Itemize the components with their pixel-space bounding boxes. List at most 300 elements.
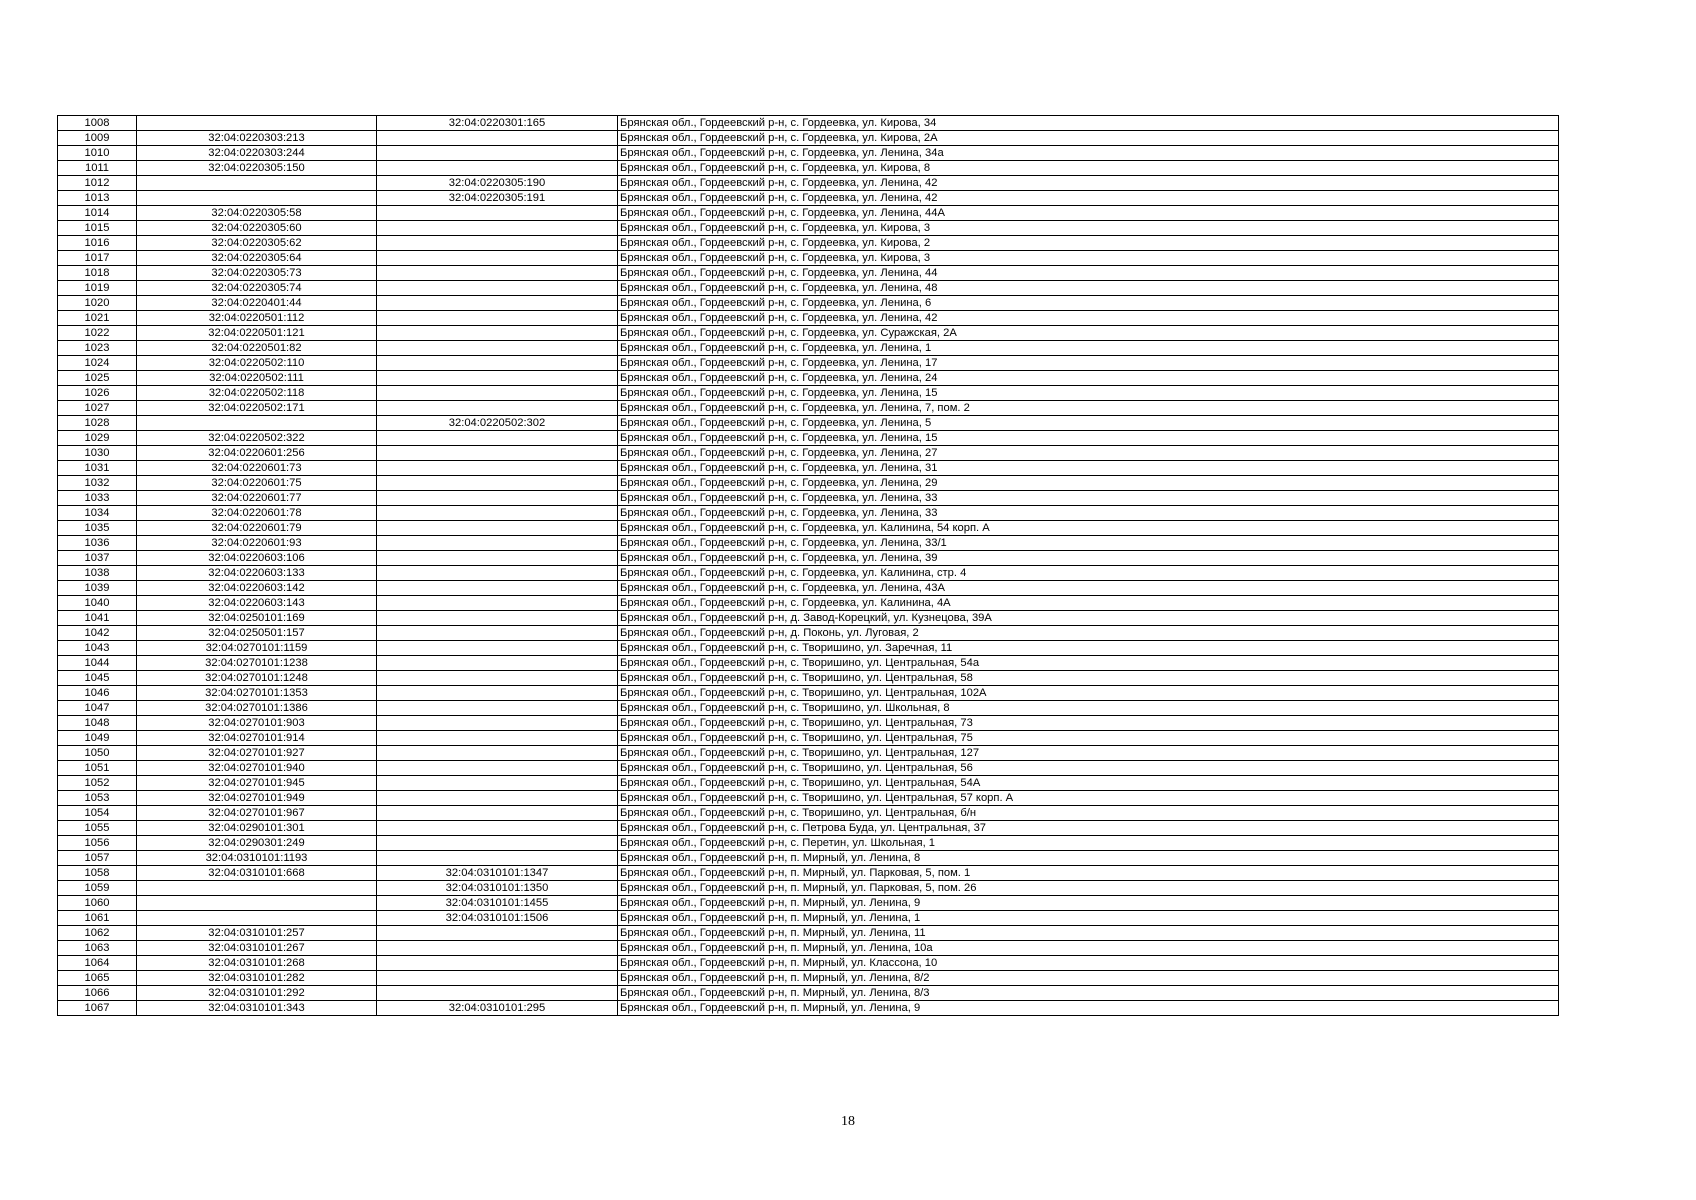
cadastral-number-cell: 32:04:0310101:267	[137, 941, 377, 956]
related-cadastral-number-cell: 32:04:0310101:1347	[377, 866, 618, 881]
related-cadastral-number-cell	[377, 761, 618, 776]
table-row	[58, 926, 1559, 941]
row-number-cell: 1008	[58, 116, 137, 131]
address-cell: Брянская обл., Гордеевский р-н, с. Гордеевка, ул. Ленина, 34а	[618, 146, 1559, 161]
cadastral-number-cell: 32:04:0220601:256	[137, 446, 377, 461]
address-cell: Брянская обл., Гордеевский р-н, с. Творишино, ул. Центральная, 73	[618, 716, 1559, 731]
related-cadastral-number-cell	[377, 221, 618, 236]
address-cell: Брянская обл., Гордеевский р-н, п. Мирный, ул. Парковая, 5, пом. 26	[618, 881, 1559, 896]
related-cadastral-number-cell	[377, 146, 618, 161]
related-cadastral-number-cell	[377, 851, 618, 866]
related-cadastral-number-cell	[377, 671, 618, 686]
row-number-cell: 1056	[58, 836, 137, 851]
cadastral-number-cell: 32:04:0310101:668	[137, 866, 377, 881]
row-number-cell: 1034	[58, 506, 137, 521]
row-number-cell: 1040	[58, 596, 137, 611]
address-cell: Брянская обл., Гордеевский р-н, с. Гордеевка, ул. Кирова, 3	[618, 221, 1559, 236]
table-row	[58, 431, 1559, 446]
related-cadastral-number-cell	[377, 386, 618, 401]
related-cadastral-number-cell	[377, 161, 618, 176]
address-cell: Брянская обл., Гордеевский р-н, с. Гордеевка, ул. Кирова, 3	[618, 251, 1559, 266]
row-number-cell: 1051	[58, 761, 137, 776]
address-cell: Брянская обл., Гордеевский р-н, п. Мирный, ул. Парковая, 5, пом. 1	[618, 866, 1559, 881]
address-cell: Брянская обл., Гордеевский р-н, п. Мирный, ул. Ленина, 9	[618, 1001, 1559, 1016]
cadastral-number-cell: 32:04:0220502:118	[137, 386, 377, 401]
address-cell: Брянская обл., Гордеевский р-н, с. Гордеевка, ул. Кирова, 8	[618, 161, 1559, 176]
related-cadastral-number-cell	[377, 206, 618, 221]
table-row	[58, 206, 1559, 221]
row-number-cell: 1038	[58, 566, 137, 581]
related-cadastral-number-cell	[377, 491, 618, 506]
address-cell: Брянская обл., Гордеевский р-н, с. Творишино, ул. Центральная, 58	[618, 671, 1559, 686]
table-row	[58, 851, 1559, 866]
row-number-cell: 1031	[58, 461, 137, 476]
table-row	[58, 1001, 1559, 1016]
cadastral-number-cell: 32:04:0250101:169	[137, 611, 377, 626]
address-cell: Брянская обл., Гордеевский р-н, с. Гордеевка, ул. Ленина, 31	[618, 461, 1559, 476]
row-number-cell: 1058	[58, 866, 137, 881]
address-cell: Брянская обл., Гордеевский р-н, с. Творишино, ул. Центральная, б/н	[618, 806, 1559, 821]
address-cell: Брянская обл., Гордеевский р-н, п. Мирный, ул. Классона, 10	[618, 956, 1559, 971]
cadastral-number-cell: 32:04:0290301:249	[137, 836, 377, 851]
related-cadastral-number-cell	[377, 266, 618, 281]
cadastral-number-cell	[137, 116, 377, 131]
related-cadastral-number-cell	[377, 821, 618, 836]
row-number-cell: 1025	[58, 371, 137, 386]
related-cadastral-number-cell	[377, 986, 618, 1001]
table-row	[58, 941, 1559, 956]
table-row	[58, 656, 1559, 671]
row-number-cell: 1020	[58, 296, 137, 311]
property-register-table	[57, 115, 1559, 1016]
cadastral-number-cell: 32:04:0220305:58	[137, 206, 377, 221]
row-number-cell: 1044	[58, 656, 137, 671]
related-cadastral-number-cell	[377, 461, 618, 476]
related-cadastral-number-cell	[377, 701, 618, 716]
table-row	[58, 446, 1559, 461]
table-row	[58, 461, 1559, 476]
cadastral-number-cell: 32:04:0270101:1159	[137, 641, 377, 656]
address-cell: Брянская обл., Гордеевский р-н, с. Гордеевка, ул. Калинина, 54 корп. А	[618, 521, 1559, 536]
table-row	[58, 986, 1559, 1001]
cadastral-number-cell: 32:04:0270101:945	[137, 776, 377, 791]
row-number-cell: 1022	[58, 326, 137, 341]
cadastral-number-cell: 32:04:0220601:79	[137, 521, 377, 536]
related-cadastral-number-cell	[377, 941, 618, 956]
row-number-cell: 1036	[58, 536, 137, 551]
table-row	[58, 686, 1559, 701]
cadastral-number-cell: 32:04:0220603:133	[137, 566, 377, 581]
address-cell: Брянская обл., Гордеевский р-н, с. Творишино, ул. Центральная, 54а	[618, 656, 1559, 671]
address-cell: Брянская обл., Гордеевский р-н, с. Гордеевка, ул. Ленина, 7, пом. 2	[618, 401, 1559, 416]
table-row	[58, 866, 1559, 881]
row-number-cell: 1012	[58, 176, 137, 191]
row-number-cell: 1024	[58, 356, 137, 371]
cadastral-number-cell: 32:04:0270101:967	[137, 806, 377, 821]
cadastral-number-cell: 32:04:0310101:282	[137, 971, 377, 986]
cadastral-number-cell: 32:04:0270101:949	[137, 791, 377, 806]
table-row	[58, 776, 1559, 791]
row-number-cell: 1059	[58, 881, 137, 896]
address-cell: Брянская обл., Гордеевский р-н, с. Гордеевка, ул. Ленина, 33	[618, 506, 1559, 521]
address-cell: Брянская обл., Гордеевский р-н, с. Гордеевка, ул. Ленина, 15	[618, 431, 1559, 446]
cadastral-number-cell: 32:04:0270101:1353	[137, 686, 377, 701]
row-number-cell: 1055	[58, 821, 137, 836]
table-row	[58, 281, 1559, 296]
row-number-cell: 1011	[58, 161, 137, 176]
cadastral-number-cell: 32:04:0310101:343	[137, 1001, 377, 1016]
table-row	[58, 731, 1559, 746]
related-cadastral-number-cell	[377, 536, 618, 551]
table-row	[58, 911, 1559, 926]
cadastral-number-cell: 32:04:0220501:82	[137, 341, 377, 356]
related-cadastral-number-cell	[377, 776, 618, 791]
table-row	[58, 176, 1559, 191]
row-number-cell: 1039	[58, 581, 137, 596]
table-row	[58, 596, 1559, 611]
related-cadastral-number-cell	[377, 356, 618, 371]
related-cadastral-number-cell	[377, 341, 618, 356]
row-number-cell: 1064	[58, 956, 137, 971]
row-number-cell: 1041	[58, 611, 137, 626]
cadastral-number-cell: 32:04:0270101:927	[137, 746, 377, 761]
cadastral-number-cell: 32:04:0290101:301	[137, 821, 377, 836]
related-cadastral-number-cell	[377, 521, 618, 536]
address-cell: Брянская обл., Гордеевский р-н, с. Гордеевка, ул. Ленина, 42	[618, 176, 1559, 191]
table-row	[58, 641, 1559, 656]
row-number-cell: 1037	[58, 551, 137, 566]
address-cell: Брянская обл., Гордеевский р-н, п. Мирный, ул. Ленина, 11	[618, 926, 1559, 941]
cadastral-number-cell: 32:04:0220303:213	[137, 131, 377, 146]
related-cadastral-number-cell	[377, 641, 618, 656]
address-cell: Брянская обл., Гордеевский р-н, п. Мирный, ул. Ленина, 8/2	[618, 971, 1559, 986]
address-cell: Брянская обл., Гордеевский р-н, с. Гордеевка, ул. Ленина, 44	[618, 266, 1559, 281]
table-row	[58, 761, 1559, 776]
row-number-cell: 1030	[58, 446, 137, 461]
related-cadastral-number-cell	[377, 836, 618, 851]
table-row	[58, 191, 1559, 206]
address-cell: Брянская обл., Гордеевский р-н, с. Гордеевка, ул. Ленина, 24	[618, 371, 1559, 386]
address-cell: Брянская обл., Гордеевский р-н, с. Творишино, ул. Центральная, 56	[618, 761, 1559, 776]
table-row	[58, 716, 1559, 731]
row-number-cell: 1014	[58, 206, 137, 221]
related-cadastral-number-cell: 32:04:0220301:165	[377, 116, 618, 131]
row-number-cell: 1045	[58, 671, 137, 686]
address-cell: Брянская обл., Гордеевский р-н, с. Гордеевка, ул. Ленина, 42	[618, 191, 1559, 206]
table-row	[58, 536, 1559, 551]
cadastral-number-cell: 32:04:0310101:257	[137, 926, 377, 941]
related-cadastral-number-cell	[377, 716, 618, 731]
related-cadastral-number-cell	[377, 686, 618, 701]
row-number-cell: 1057	[58, 851, 137, 866]
table-row	[58, 116, 1559, 131]
table-row	[58, 356, 1559, 371]
cadastral-number-cell: 32:04:0220305:73	[137, 266, 377, 281]
address-cell: Брянская обл., Гордеевский р-н, с. Творишино, ул. Центральная, 54А	[618, 776, 1559, 791]
row-number-cell: 1019	[58, 281, 137, 296]
row-number-cell: 1043	[58, 641, 137, 656]
cadastral-number-cell: 32:04:0310101:1193	[137, 851, 377, 866]
table-row	[58, 701, 1559, 716]
cadastral-number-cell: 32:04:0220601:77	[137, 491, 377, 506]
address-cell: Брянская обл., Гордеевский р-н, п. Мирный, ул. Ленина, 8	[618, 851, 1559, 866]
table-row	[58, 566, 1559, 581]
related-cadastral-number-cell	[377, 476, 618, 491]
table-row	[58, 581, 1559, 596]
address-cell: Брянская обл., Гордеевский р-н, с. Творишино, ул. Центральная, 102А	[618, 686, 1559, 701]
cadastral-number-cell: 32:04:0220601:73	[137, 461, 377, 476]
related-cadastral-number-cell	[377, 746, 618, 761]
table-row	[58, 146, 1559, 161]
related-cadastral-number-cell	[377, 311, 618, 326]
cadastral-number-cell: 32:04:0220305:60	[137, 221, 377, 236]
related-cadastral-number-cell	[377, 551, 618, 566]
related-cadastral-number-cell	[377, 281, 618, 296]
cadastral-number-cell: 32:04:0220502:111	[137, 371, 377, 386]
related-cadastral-number-cell	[377, 236, 618, 251]
related-cadastral-number-cell	[377, 251, 618, 266]
address-cell: Брянская обл., Гордеевский р-н, с. Перетин, ул. Школьная, 1	[618, 836, 1559, 851]
related-cadastral-number-cell	[377, 731, 618, 746]
row-number-cell: 1009	[58, 131, 137, 146]
address-cell: Брянская обл., Гордеевский р-н, с. Гордеевка, ул. Ленина, 48	[618, 281, 1559, 296]
table-row	[58, 131, 1559, 146]
related-cadastral-number-cell	[377, 326, 618, 341]
related-cadastral-number-cell	[377, 971, 618, 986]
related-cadastral-number-cell	[377, 611, 618, 626]
address-cell: Брянская обл., Гордеевский р-н, с. Гордеевка, ул. Калинина, 4А	[618, 596, 1559, 611]
address-cell: Брянская обл., Гордеевский р-н, п. Мирный, ул. Ленина, 10а	[618, 941, 1559, 956]
cadastral-number-cell: 32:04:0220603:142	[137, 581, 377, 596]
row-number-cell: 1028	[58, 416, 137, 431]
related-cadastral-number-cell	[377, 566, 618, 581]
related-cadastral-number-cell: 32:04:0220305:191	[377, 191, 618, 206]
table-row	[58, 611, 1559, 626]
related-cadastral-number-cell	[377, 446, 618, 461]
table-row	[58, 521, 1559, 536]
cadastral-number-cell: 32:04:0220305:150	[137, 161, 377, 176]
address-cell: Брянская обл., Гордеевский р-н, с. Творишино, ул. Центральная, 57 корп. А	[618, 791, 1559, 806]
cadastral-number-cell: 32:04:0270101:914	[137, 731, 377, 746]
address-cell: Брянская обл., Гордеевский р-н, с. Гордеевка, ул. Ленина, 44А	[618, 206, 1559, 221]
row-number-cell: 1027	[58, 401, 137, 416]
address-cell: Брянская обл., Гордеевский р-н, с. Гордеевка, ул. Ленина, 27	[618, 446, 1559, 461]
cadastral-number-cell: 32:04:0270101:903	[137, 716, 377, 731]
cadastral-number-cell: 32:04:0310101:292	[137, 986, 377, 1001]
table-row	[58, 371, 1559, 386]
row-number-cell: 1046	[58, 686, 137, 701]
related-cadastral-number-cell: 32:04:0310101:1506	[377, 911, 618, 926]
related-cadastral-number-cell: 32:04:0220305:190	[377, 176, 618, 191]
cadastral-number-cell	[137, 881, 377, 896]
address-cell: Брянская обл., Гордеевский р-н, с. Творишино, ул. Центральная, 127	[618, 746, 1559, 761]
address-cell: Брянская обл., Гордеевский р-н, с. Творишино, ул. Заречная, 11	[618, 641, 1559, 656]
row-number-cell: 1032	[58, 476, 137, 491]
table-row	[58, 626, 1559, 641]
address-cell: Брянская обл., Гордеевский р-н, с. Гордеевка, ул. Кирова, 2	[618, 236, 1559, 251]
row-number-cell: 1062	[58, 926, 137, 941]
page-number: 18	[841, 1114, 855, 1129]
address-cell: Брянская обл., Гордеевский р-н, с. Гордеевка, ул. Ленина, 29	[618, 476, 1559, 491]
table-row	[58, 236, 1559, 251]
related-cadastral-number-cell	[377, 296, 618, 311]
cadastral-number-cell: 32:04:0220305:64	[137, 251, 377, 266]
address-cell: Брянская обл., Гордеевский р-н, с. Гордеевка, ул. Ленина, 15	[618, 386, 1559, 401]
register-table-body	[58, 116, 1559, 1016]
cadastral-number-cell	[137, 896, 377, 911]
table-row	[58, 956, 1559, 971]
related-cadastral-number-cell	[377, 401, 618, 416]
related-cadastral-number-cell: 32:04:0310101:1455	[377, 896, 618, 911]
cadastral-number-cell: 32:04:0220601:75	[137, 476, 377, 491]
table-row	[58, 506, 1559, 521]
row-number-cell: 1060	[58, 896, 137, 911]
row-number-cell: 1017	[58, 251, 137, 266]
table-row	[58, 836, 1559, 851]
row-number-cell: 1033	[58, 491, 137, 506]
cadastral-number-cell: 32:04:0220401:44	[137, 296, 377, 311]
row-number-cell: 1049	[58, 731, 137, 746]
cadastral-number-cell	[137, 191, 377, 206]
related-cadastral-number-cell	[377, 506, 618, 521]
table-row	[58, 971, 1559, 986]
address-cell: Брянская обл., Гордеевский р-н, с. Творишино, ул. Центральная, 75	[618, 731, 1559, 746]
related-cadastral-number-cell	[377, 626, 618, 641]
table-row	[58, 491, 1559, 506]
related-cadastral-number-cell	[377, 956, 618, 971]
table-row	[58, 551, 1559, 566]
row-number-cell: 1023	[58, 341, 137, 356]
address-cell: Брянская обл., Гордеевский р-н, с. Гордеевка, ул. Ленина, 5	[618, 416, 1559, 431]
row-number-cell: 1047	[58, 701, 137, 716]
cadastral-number-cell: 32:04:0270101:1238	[137, 656, 377, 671]
related-cadastral-number-cell	[377, 791, 618, 806]
table-row	[58, 671, 1559, 686]
address-cell: Брянская обл., Гордеевский р-н, с. Гордеевка, ул. Ленина, 33/1	[618, 536, 1559, 551]
address-cell: Брянская обл., Гордеевский р-н, с. Гордеевка, ул. Кирова, 34	[618, 116, 1559, 131]
cadastral-number-cell: 32:04:0220305:62	[137, 236, 377, 251]
table-row	[58, 266, 1559, 281]
table-row	[58, 386, 1559, 401]
cadastral-number-cell: 32:04:0250501:157	[137, 626, 377, 641]
address-cell: Брянская обл., Гордеевский р-н, с. Гордеевка, ул. Ленина, 1	[618, 341, 1559, 356]
address-cell: Брянская обл., Гордеевский р-н, с. Гордеевка, ул. Ленина, 33	[618, 491, 1559, 506]
cadastral-number-cell	[137, 176, 377, 191]
related-cadastral-number-cell: 32:04:0310101:295	[377, 1001, 618, 1016]
address-cell: Брянская обл., Гордеевский р-н, с. Гордеевка, ул. Ленина, 6	[618, 296, 1559, 311]
table-row	[58, 251, 1559, 266]
cadastral-number-cell: 32:04:0270101:940	[137, 761, 377, 776]
related-cadastral-number-cell	[377, 926, 618, 941]
address-cell: Брянская обл., Гордеевский р-н, д. Поконь, ул. Луговая, 2	[618, 626, 1559, 641]
row-number-cell: 1065	[58, 971, 137, 986]
address-cell: Брянская обл., Гордеевский р-н, с. Гордеевка, ул. Ленина, 42	[618, 311, 1559, 326]
address-cell: Брянская обл., Гордеевский р-н, с. Гордеевка, ул. Ленина, 39	[618, 551, 1559, 566]
row-number-cell: 1013	[58, 191, 137, 206]
row-number-cell: 1035	[58, 521, 137, 536]
cadastral-number-cell	[137, 911, 377, 926]
address-cell: Брянская обл., Гордеевский р-н, п. Мирный, ул. Ленина, 9	[618, 896, 1559, 911]
address-cell: Брянская обл., Гордеевский р-н, д. Завод-Корецкий, ул. Кузнецова, 39А	[618, 611, 1559, 626]
row-number-cell: 1029	[58, 431, 137, 446]
row-number-cell: 1050	[58, 746, 137, 761]
cadastral-number-cell: 32:04:0220502:110	[137, 356, 377, 371]
row-number-cell: 1054	[58, 806, 137, 821]
row-number-cell: 1016	[58, 236, 137, 251]
cadastral-number-cell: 32:04:0270101:1386	[137, 701, 377, 716]
table-row	[58, 161, 1559, 176]
row-number-cell: 1010	[58, 146, 137, 161]
address-cell: Брянская обл., Гордеевский р-н, с. Петрова Буда, ул. Центральная, 37	[618, 821, 1559, 836]
cadastral-number-cell: 32:04:0220502:171	[137, 401, 377, 416]
table-row	[58, 401, 1559, 416]
row-number-cell: 1026	[58, 386, 137, 401]
table-row	[58, 311, 1559, 326]
row-number-cell: 1066	[58, 986, 137, 1001]
address-cell: Брянская обл., Гордеевский р-н, с. Гордеевка, ул. Ленина, 17	[618, 356, 1559, 371]
cadastral-number-cell: 32:04:0220501:121	[137, 326, 377, 341]
related-cadastral-number-cell	[377, 596, 618, 611]
address-cell: Брянская обл., Гордеевский р-н, с. Гордеевка, ул. Ленина, 43А	[618, 581, 1559, 596]
related-cadastral-number-cell: 32:04:0310101:1350	[377, 881, 618, 896]
row-number-cell: 1053	[58, 791, 137, 806]
address-cell: Брянская обл., Гордеевский р-н, с. Гордеевка, ул. Суражская, 2А	[618, 326, 1559, 341]
table-row	[58, 746, 1559, 761]
cadastral-number-cell: 32:04:0270101:1248	[137, 671, 377, 686]
related-cadastral-number-cell: 32:04:0220502:302	[377, 416, 618, 431]
row-number-cell: 1061	[58, 911, 137, 926]
cadastral-number-cell: 32:04:0220501:112	[137, 311, 377, 326]
row-number-cell: 1015	[58, 221, 137, 236]
cadastral-number-cell: 32:04:0220601:93	[137, 536, 377, 551]
row-number-cell: 1018	[58, 266, 137, 281]
related-cadastral-number-cell	[377, 656, 618, 671]
cadastral-number-cell: 32:04:0220601:78	[137, 506, 377, 521]
table-row	[58, 476, 1559, 491]
address-cell: Брянская обл., Гордеевский р-н, с. Гордеевка, ул. Калинина, стр. 4	[618, 566, 1559, 581]
address-cell: Брянская обл., Гордеевский р-н, п. Мирный, ул. Ленина, 8/3	[618, 986, 1559, 1001]
cadastral-number-cell: 32:04:0220502:322	[137, 431, 377, 446]
table-row	[58, 896, 1559, 911]
related-cadastral-number-cell	[377, 581, 618, 596]
cadastral-number-cell: 32:04:0220303:244	[137, 146, 377, 161]
table-row	[58, 296, 1559, 311]
row-number-cell: 1048	[58, 716, 137, 731]
table-row	[58, 821, 1559, 836]
row-number-cell: 1042	[58, 626, 137, 641]
cadastral-number-cell: 32:04:0220305:74	[137, 281, 377, 296]
table-row	[58, 881, 1559, 896]
table-row	[58, 416, 1559, 431]
cadastral-number-cell: 32:04:0310101:268	[137, 956, 377, 971]
related-cadastral-number-cell	[377, 431, 618, 446]
row-number-cell: 1021	[58, 311, 137, 326]
row-number-cell: 1063	[58, 941, 137, 956]
address-cell: Брянская обл., Гордеевский р-н, п. Мирный, ул. Ленина, 1	[618, 911, 1559, 926]
table-row	[58, 221, 1559, 236]
table-row	[58, 806, 1559, 821]
related-cadastral-number-cell	[377, 806, 618, 821]
row-number-cell: 1052	[58, 776, 137, 791]
address-cell: Брянская обл., Гордеевский р-н, с. Творишино, ул. Школьная, 8	[618, 701, 1559, 716]
table-row	[58, 341, 1559, 356]
row-number-cell: 1067	[58, 1001, 137, 1016]
related-cadastral-number-cell	[377, 371, 618, 386]
address-cell: Брянская обл., Гордеевский р-н, с. Гордеевка, ул. Кирова, 2А	[618, 131, 1559, 146]
table-row	[58, 791, 1559, 806]
related-cadastral-number-cell	[377, 131, 618, 146]
cadastral-number-cell: 32:04:0220603:106	[137, 551, 377, 566]
